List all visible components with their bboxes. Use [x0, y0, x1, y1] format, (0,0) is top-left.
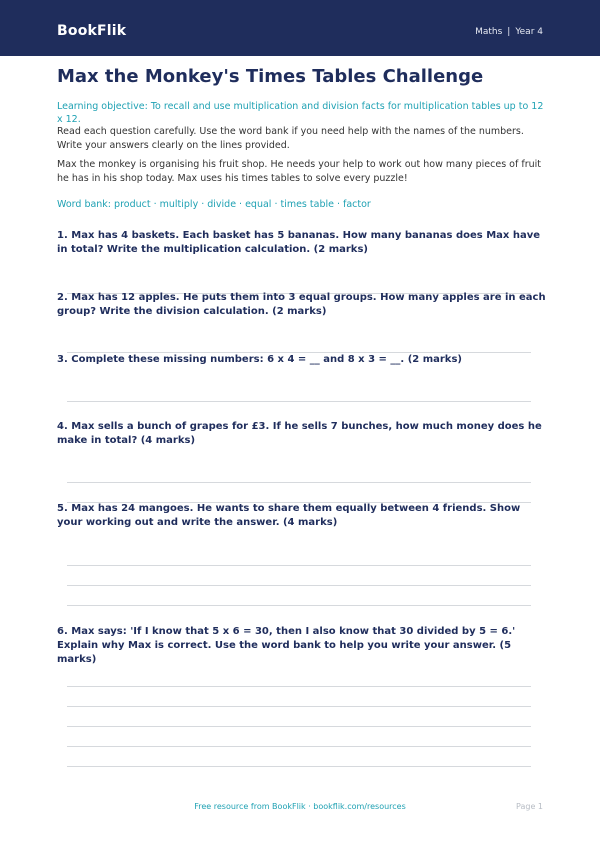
answer-line[interactable] — [67, 482, 531, 483]
year-label: Year 4 — [515, 27, 543, 37]
question-5: 5. Max has 24 mangoes. He wants to share them equally between 4 friends. Show your working out and write the answer. (4 marks) — [57, 503, 521, 528]
question-3: 3. Complete these missing numbers: 6 x 4 = __ and 8 x 3 = __. (2 marks) — [57, 354, 462, 365]
footer-resource-link[interactable]: Free resource from BookFlik · bookflik.com/resources — [194, 802, 406, 811]
page-header — [0, 0, 600, 56]
word-bank-word: times table — [280, 199, 334, 210]
worksheet-title: Max the Monkey's Times Tables Challenge — [57, 66, 484, 87]
answer-line[interactable] — [67, 746, 531, 747]
answer-line[interactable] — [67, 565, 531, 566]
word-bank-label: Word bank: — [57, 199, 112, 210]
answer-line[interactable] — [67, 585, 531, 586]
word-bank-separator: · — [336, 199, 340, 210]
word-bank-word: divide — [207, 199, 237, 210]
word-bank-word: factor — [343, 199, 371, 210]
word-bank-separator: · — [239, 199, 243, 210]
instructions-paragraph: Read each question carefully. Use the word bank if you need help with the names of the numbers. Write your answers clearly on the lines provided. — [57, 126, 524, 151]
word-bank-separator: · — [153, 199, 157, 210]
word-bank-separator: · — [274, 199, 278, 210]
brand-logo-text: BookFlik — [57, 23, 127, 39]
answer-line[interactable] — [67, 706, 531, 707]
question-4: 4. Max sells a bunch of grapes for £3. If he sells 7 bunches, how much money does he make in total? (4 marks) — [57, 421, 542, 446]
story-paragraph: Max the monkey is organising his fruit shop. He needs your help to work out how many pieces of fruit he has in his shop today. Max uses his times tables to solve every puzzle! — [57, 159, 541, 184]
word-bank-word: multiply — [159, 199, 199, 210]
subject-level — [475, 27, 543, 37]
word-bank — [57, 198, 547, 211]
word-bank-separator: · — [201, 199, 205, 210]
answer-line[interactable] — [67, 686, 531, 687]
answer-line[interactable] — [67, 726, 531, 727]
word-bank-word: product — [114, 199, 151, 210]
question-6: 6. Max says: 'If I know that 5 x 6 = 30, then I also know that 30 divided by 5 = 6.' Explain why Max is correct. Use the word bank to help you write your answer. (5 marks) — [57, 626, 516, 665]
learning-objective: Learning objective: To recall and use multiplication and division facts for multiplication tables up to 12 x 12. — [57, 101, 544, 125]
answer-line[interactable] — [67, 605, 531, 606]
question-1: 1. Max has 4 baskets. Each basket has 5 bananas. How many bananas does Max have in total? Write the multiplication calculation. (2 marks) — [57, 230, 541, 255]
answer-line[interactable] — [67, 401, 531, 402]
page-number: Page 1 — [516, 802, 543, 811]
subject-separator: | — [507, 27, 511, 37]
question-2: 2. Max has 12 apples. He puts them into 3 equal groups. How many apples are in each group? Write the division calculation. (2 marks) — [57, 292, 546, 317]
word-bank-word: equal — [245, 199, 272, 210]
subject-label: Maths — [475, 27, 503, 37]
answer-line[interactable] — [67, 766, 531, 767]
